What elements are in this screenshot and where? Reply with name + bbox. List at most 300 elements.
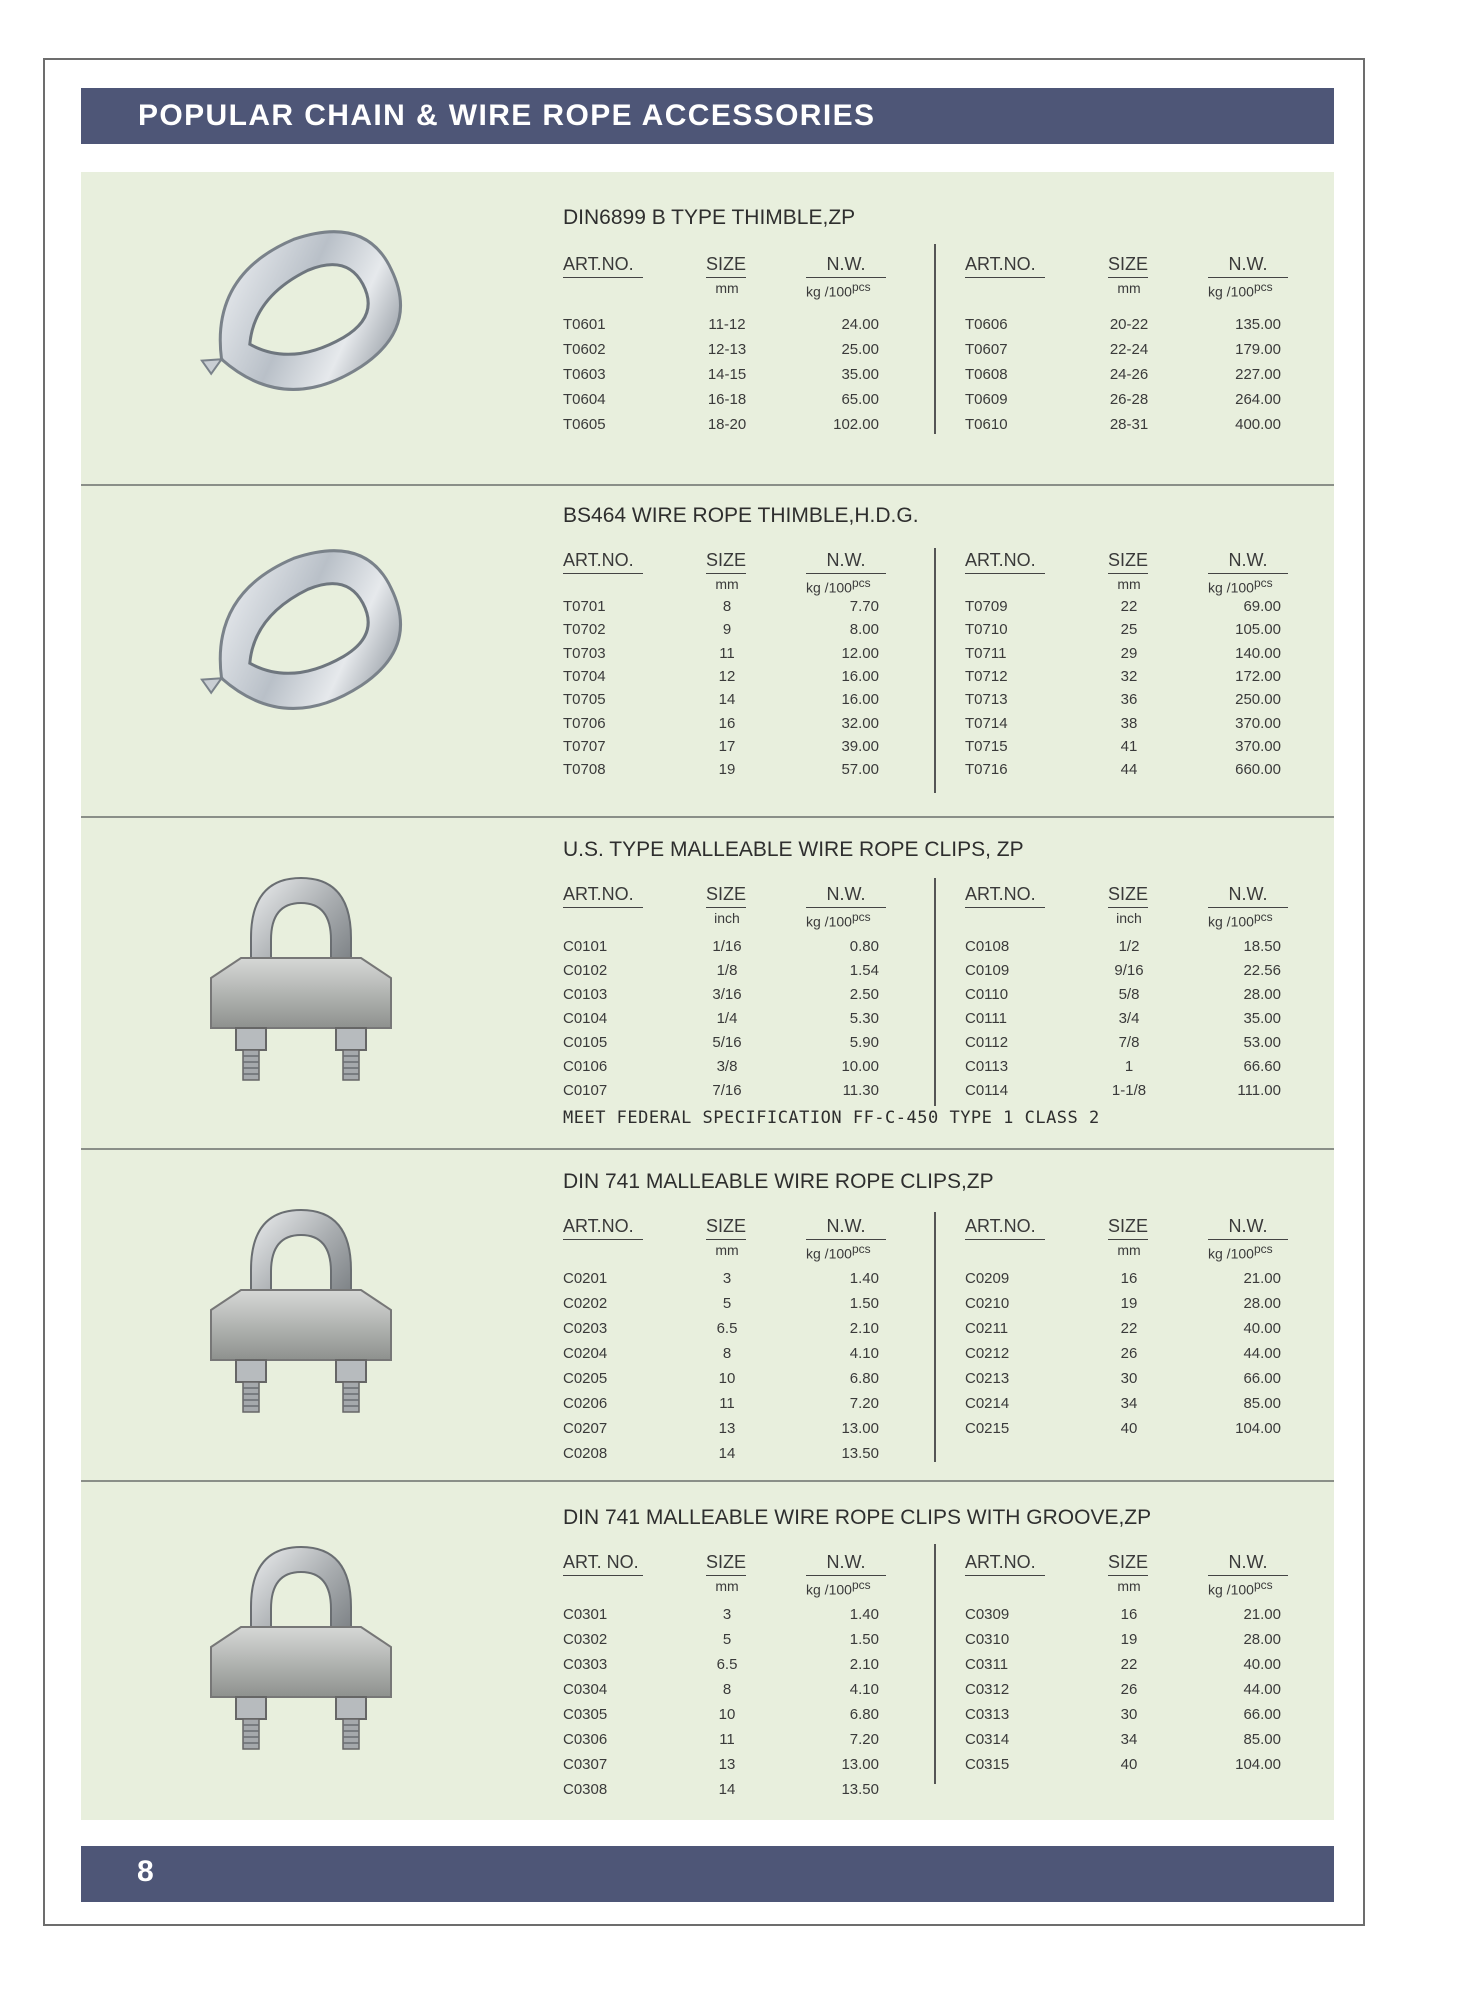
column-divider [934,548,936,793]
cell-art-no: T0716 [965,761,1008,779]
cell-weight: 18.50 [1243,938,1281,955]
unit-size: inch [714,910,740,926]
cell-size: 16 [1120,1270,1138,1287]
cell-art-no: T0714 [965,714,1008,732]
cell-weight: 13.00 [841,1756,879,1773]
unit-nw-pcs: pcs [851,280,871,294]
cell-art-no: C0314 [965,1731,1010,1748]
cell-weight: 35.00 [1243,1010,1281,1027]
cell-art-no: C0309 [965,1606,1010,1623]
cell-weight: 13.00 [841,1420,879,1437]
unit-nw-pcs: pcs [1253,576,1273,590]
spec-table-right [965,550,1295,810]
cell-weight: 40.00 [1243,1320,1281,1337]
cell-art-no: T0712 [965,667,1008,685]
cell-art-no: T0702 [563,621,606,639]
column-divider [934,1212,936,1462]
cell-art-no: T0607 [965,341,1008,358]
cell-art-no: C0113 [965,1058,1009,1075]
cell-art-no: T0703 [563,644,606,662]
cell-weight: 13.50 [841,1445,879,1462]
unit-nw [806,1578,871,1598]
cell-size: 1/2 [1118,938,1140,955]
cell-size: 16 [718,714,736,732]
rope-clip-icon [181,1200,421,1420]
cell-art-no: T0708 [563,761,606,779]
cell-weight: 21.00 [1243,1606,1281,1623]
cell-weight: 7.70 [849,598,879,615]
unit-nw-pcs: pcs [1253,910,1273,924]
cell-weight: 28.00 [1243,1295,1281,1312]
cell-weight: 16.00 [841,667,879,685]
cell-art-no: T0711 [965,644,1007,662]
column-divider [934,244,936,434]
unit-nw-kg: kg /100 [1208,1581,1254,1598]
header-size: SIZE [1108,550,1148,574]
cell-art-no: C0215 [965,1420,1010,1437]
cell-size: 3/8 [716,1058,738,1075]
cell-art-no: C0104 [563,1010,608,1027]
cell-size: 14-15 [707,366,747,383]
cell-size: 13 [718,1420,736,1437]
cell-size: 19 [718,761,736,779]
cell-weight: 111.00 [1237,1082,1281,1099]
header-nw: N.W. [1208,1552,1288,1576]
cell-art-no: C0313 [965,1706,1010,1723]
page-number: 8 [137,1855,154,1888]
section-title: DIN6899 B TYPE THIMBLE,ZP [563,206,856,229]
header-art-no: ART.NO. [563,884,643,908]
cell-weight: 370.00 [1235,737,1281,755]
unit-nw [1208,280,1273,300]
cell-size: 9 [722,621,732,639]
unit-size: mm [1117,280,1141,296]
cell-art-no: C0308 [563,1781,608,1798]
cell-weight: 22.56 [1243,962,1281,979]
cell-size: 30 [1120,1370,1138,1387]
cell-weight: 25.00 [841,341,879,358]
header-nw: N.W. [1208,550,1288,574]
spec-table-right [965,1216,1295,1476]
cell-size: 12-13 [707,341,747,358]
cell-size: 10 [718,1706,736,1723]
header-size: SIZE [706,1216,746,1240]
rope-clip-icon [181,1537,421,1757]
cell-art-no: C0307 [563,1756,608,1773]
cell-size: 1/4 [716,1010,738,1027]
cell-size: 44 [1120,761,1138,779]
cell-weight: 8.00 [849,621,879,639]
unit-nw-pcs: pcs [851,1242,871,1256]
unit-nw-kg: kg /100 [1208,283,1254,300]
cell-weight: 44.00 [1243,1681,1281,1698]
unit-nw-kg: kg /100 [806,1245,852,1262]
product-section [81,818,1334,1148]
cell-size: 5 [722,1295,732,1312]
cell-weight: 370.00 [1235,714,1281,732]
cell-art-no: C0114 [965,1082,1009,1099]
unit-nw-pcs: pcs [851,910,871,924]
cell-weight: 1.40 [849,1606,879,1623]
cell-art-no: C0201 [563,1270,608,1287]
cell-weight: 4.10 [849,1681,879,1698]
cell-size: 29 [1120,644,1138,662]
cell-size: 19 [1120,1295,1138,1312]
cell-weight: 12.00 [841,644,879,662]
cell-weight: 2.50 [849,986,879,1003]
cell-size: 30 [1120,1706,1138,1723]
cell-art-no: C0110 [965,986,1009,1003]
cell-weight: 13.50 [841,1781,879,1798]
header-size: SIZE [706,1552,746,1576]
cell-art-no: C0108 [965,938,1010,955]
cell-size: 40 [1120,1756,1138,1773]
column-divider [934,1544,936,1784]
cell-weight: 264.00 [1235,391,1281,408]
unit-nw-kg: kg /100 [806,579,852,596]
cell-art-no: T0707 [563,737,606,755]
unit-nw-kg: kg /100 [1208,579,1254,596]
cell-weight: 44.00 [1243,1345,1281,1362]
cell-art-no: C0203 [563,1320,608,1337]
cell-weight: 57.00 [841,761,879,779]
cell-art-no: C0204 [563,1345,608,1362]
header-size: SIZE [1108,254,1148,278]
cell-weight: 53.00 [1243,1034,1281,1051]
cell-weight: 135.00 [1235,316,1281,333]
cell-size: 3 [722,1606,732,1623]
cell-weight: 400.00 [1235,416,1281,433]
unit-nw [806,576,871,596]
cell-size: 26-28 [1109,391,1149,408]
cell-size: 20-22 [1109,316,1149,333]
cell-size: 34 [1120,1731,1138,1748]
cell-art-no: T0606 [965,316,1008,333]
cell-weight: 105.00 [1235,621,1281,639]
cell-weight: 104.00 [1235,1756,1281,1773]
cell-weight: 66.00 [1243,1370,1281,1387]
unit-nw-pcs: pcs [851,1578,871,1592]
unit-nw-pcs: pcs [1253,280,1273,294]
spec-table-left [563,1552,893,1812]
unit-nw [1208,1242,1273,1262]
cell-size: 22 [1120,1656,1138,1673]
cell-art-no: C0207 [563,1420,608,1437]
thimble-icon [181,536,421,756]
cell-weight: 65.00 [841,391,879,408]
unit-size: mm [715,280,739,296]
unit-size: mm [715,1242,739,1258]
cell-weight: 1.50 [849,1295,879,1312]
spec-note: MEET FEDERAL SPECIFICATION FF-C-450 TYPE 1 CLASS 2 [563,1108,1100,1128]
cell-art-no: T0608 [965,366,1008,383]
header-nw: N.W. [806,254,886,278]
cell-size: 8 [722,1681,732,1698]
cell-size: 11 [719,1395,735,1412]
cell-art-no: T0710 [965,621,1008,639]
cell-art-no: C0101 [563,938,608,955]
cell-art-no: C0208 [563,1445,608,1462]
cell-size: 17 [718,737,736,755]
cell-art-no: C0301 [563,1606,608,1623]
column-divider [934,878,936,1106]
cell-art-no: T0602 [563,341,606,358]
header-art-no: ART.NO. [563,254,643,278]
unit-size: mm [715,576,739,592]
unit-size: mm [1117,1242,1141,1258]
unit-nw-kg: kg /100 [806,1581,852,1598]
product-section [81,1150,1334,1480]
header-art-no: ART. NO. [563,1552,643,1576]
cell-size: 19 [1120,1631,1138,1648]
cell-art-no: C0303 [563,1656,608,1673]
unit-nw-kg: kg /100 [1208,913,1254,930]
thimble-icon [181,217,421,437]
cell-size: 28-31 [1109,416,1149,433]
cell-art-no: C0103 [563,986,608,1003]
cell-weight: 85.00 [1243,1395,1281,1412]
cell-size: 5/16 [712,1034,742,1051]
header-size: SIZE [1108,884,1148,908]
cell-art-no: T0713 [965,691,1008,709]
cell-size: 36 [1120,691,1138,709]
spec-table-right [965,254,1295,514]
cell-art-no: C0212 [965,1345,1010,1362]
cell-weight: 179.00 [1235,341,1281,358]
cell-art-no: C0206 [563,1395,608,1412]
cell-weight: 32.00 [841,714,879,732]
cell-size: 13 [718,1756,736,1773]
unit-size: mm [715,1578,739,1594]
cell-art-no: C0102 [563,962,608,979]
cell-size: 1/8 [716,962,738,979]
cell-size: 3/16 [712,986,742,1003]
unit-size: mm [1117,576,1141,592]
header-nw: N.W. [806,1552,886,1576]
cell-art-no: C0214 [965,1395,1010,1412]
cell-size: 22 [1120,598,1138,615]
header-size: SIZE [1108,1552,1148,1576]
page-title: POPULAR CHAIN & WIRE ROPE ACCESSORIES [138,99,876,132]
unit-size: mm [1117,1578,1141,1594]
cell-art-no: C0304 [563,1681,608,1698]
header-art-no: ART.NO. [965,550,1045,574]
cell-weight: 7.20 [849,1395,879,1412]
cell-size: 24-26 [1109,366,1149,383]
cell-size: 5/8 [1118,986,1140,1003]
cell-size: 18-20 [707,416,747,433]
cell-size: 14 [718,691,736,709]
cell-weight: 66.00 [1243,1706,1281,1723]
cell-size: 1-1/8 [1111,1082,1147,1099]
cell-weight: 140.00 [1235,644,1281,662]
cell-weight: 1.40 [849,1270,879,1287]
spec-table-left [563,1216,893,1476]
cell-size: 34 [1120,1395,1138,1412]
cell-weight: 28.00 [1243,1631,1281,1648]
header-nw: N.W. [1208,884,1288,908]
cell-weight: 5.30 [849,1010,879,1027]
header-size: SIZE [706,884,746,908]
footer-bar [81,1846,1334,1902]
unit-nw-kg: kg /100 [806,283,852,300]
unit-nw [1208,576,1273,596]
cell-size: 26 [1120,1345,1138,1362]
spec-table-right [965,884,1295,1144]
cell-size: 1 [1124,1058,1134,1075]
unit-nw [1208,910,1273,930]
cell-size: 26 [1120,1681,1138,1698]
cell-size: 6.5 [716,1320,738,1337]
cell-size: 41 [1120,737,1138,755]
section-title: DIN 741 MALLEABLE WIRE ROPE CLIPS WITH GROOVE,ZP [563,1506,1152,1529]
cell-art-no: C0105 [563,1034,608,1051]
cell-art-no: T0706 [563,714,606,732]
cell-weight: 660.00 [1235,761,1281,779]
cell-art-no: C0211 [965,1320,1009,1337]
cell-weight: 227.00 [1235,366,1281,383]
section-title: U.S. TYPE MALLEABLE WIRE ROPE CLIPS, ZP [563,838,1024,861]
cell-art-no: C0107 [563,1082,608,1099]
section-title: BS464 WIRE ROPE THIMBLE,H.D.G. [563,504,919,527]
header-art-no: ART.NO. [965,1216,1045,1240]
cell-size: 3 [722,1270,732,1287]
cell-art-no: T0715 [965,737,1008,755]
cell-size: 40 [1120,1420,1138,1437]
header-art-no: ART.NO. [563,550,643,574]
cell-weight: 85.00 [1243,1731,1281,1748]
cell-size: 8 [722,598,732,615]
cell-size: 16-18 [707,391,747,408]
cell-size: 9/16 [1114,962,1144,979]
cell-art-no: C0305 [563,1706,608,1723]
cell-art-no: T0609 [965,391,1008,408]
header-size: SIZE [1108,1216,1148,1240]
cell-art-no: C0210 [965,1295,1010,1312]
unit-nw [806,280,871,300]
cell-art-no: C0111 [965,1010,1007,1027]
cell-art-no: C0302 [563,1631,608,1648]
cell-weight: 7.20 [849,1731,879,1748]
cell-weight: 11.30 [842,1082,879,1099]
rope-clip-icon [181,868,421,1088]
unit-nw-pcs: pcs [1253,1242,1273,1256]
cell-size: 16 [1120,1606,1138,1623]
cell-art-no: C0112 [965,1034,1009,1051]
product-section [81,1482,1334,1820]
header-art-no: ART.NO. [563,1216,643,1240]
cell-art-no: T0704 [563,667,606,685]
cell-weight: 2.10 [849,1656,879,1673]
spec-table-left [563,254,893,514]
cell-weight: 0.80 [849,938,879,955]
cell-art-no: C0106 [563,1058,608,1075]
catalog-content [81,172,1334,1820]
cell-size: 11-12 [708,316,746,333]
cell-art-no: C0202 [563,1295,608,1312]
spec-table-right [965,1552,1295,1812]
unit-nw [806,1242,871,1262]
cell-size: 11 [719,644,735,662]
unit-nw [806,910,871,930]
section-title: DIN 741 MALLEABLE WIRE ROPE CLIPS,ZP [563,1170,994,1193]
cell-weight: 5.90 [849,1034,879,1051]
cell-size: 14 [718,1445,736,1462]
unit-size: inch [1116,910,1142,926]
cell-art-no: T0601 [563,316,606,333]
cell-weight: 28.00 [1243,986,1281,1003]
cell-art-no: T0604 [563,391,606,408]
cell-weight: 172.00 [1235,667,1281,685]
header-art-no: ART.NO. [965,254,1045,278]
cell-weight: 10.00 [841,1058,879,1075]
cell-weight: 24.00 [841,316,879,333]
cell-weight: 6.80 [849,1370,879,1387]
cell-weight: 4.10 [849,1345,879,1362]
cell-size: 10 [718,1370,736,1387]
cell-size: 7/16 [712,1082,742,1099]
cell-art-no: T0709 [965,598,1008,615]
cell-weight: 69.00 [1243,598,1281,615]
cell-size: 6.5 [716,1656,738,1673]
cell-art-no: C0109 [965,962,1010,979]
header-nw: N.W. [1208,1216,1288,1240]
header-art-no: ART.NO. [965,1552,1045,1576]
header-nw: N.W. [806,550,886,574]
cell-weight: 102.00 [833,416,879,433]
cell-art-no: C0312 [965,1681,1010,1698]
cell-weight: 1.54 [849,962,879,979]
cell-weight: 40.00 [1243,1656,1281,1673]
cell-art-no: T0705 [563,691,606,709]
product-section [81,172,1334,484]
cell-weight: 104.00 [1235,1420,1281,1437]
cell-art-no: C0213 [965,1370,1010,1387]
header-nw: N.W. [1208,254,1288,278]
cell-size: 8 [722,1345,732,1362]
unit-nw-pcs: pcs [1253,1578,1273,1592]
cell-art-no: C0209 [965,1270,1010,1287]
cell-weight: 1.50 [849,1631,879,1648]
header-size: SIZE [706,550,746,574]
header-nw: N.W. [806,884,886,908]
cell-size: 11 [719,1731,735,1748]
header-bar [81,88,1334,144]
spec-table-left [563,550,893,810]
cell-size: 1/16 [712,938,742,955]
cell-weight: 16.00 [841,691,879,709]
product-section [81,486,1334,816]
cell-size: 5 [722,1631,732,1648]
header-size: SIZE [706,254,746,278]
cell-weight: 250.00 [1235,691,1281,709]
unit-nw-pcs: pcs [851,576,871,590]
cell-size: 22-24 [1109,341,1149,358]
cell-art-no: C0315 [965,1756,1010,1773]
cell-size: 14 [718,1781,736,1798]
header-nw: N.W. [806,1216,886,1240]
cell-art-no: T0701 [563,598,606,615]
unit-nw [1208,1578,1273,1598]
header-art-no: ART.NO. [965,884,1045,908]
cell-art-no: C0205 [563,1370,608,1387]
cell-size: 38 [1120,714,1138,732]
cell-weight: 21.00 [1243,1270,1281,1287]
cell-art-no: C0311 [965,1656,1009,1673]
cell-weight: 39.00 [841,737,879,755]
cell-weight: 6.80 [849,1706,879,1723]
cell-size: 22 [1120,1320,1138,1337]
